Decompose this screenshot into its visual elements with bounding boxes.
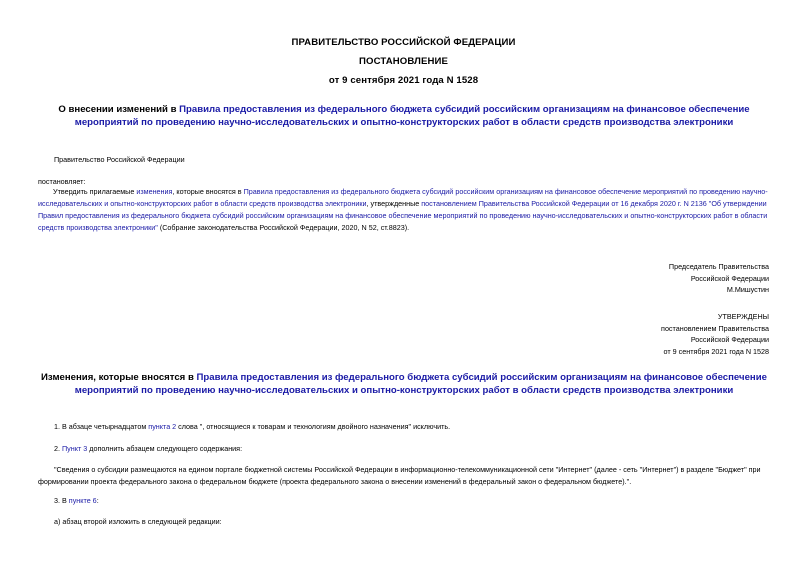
- changes-title: [30, 371, 778, 397]
- document-title: [30, 103, 778, 129]
- item-2-link[interactable]: Пункт 3: [62, 444, 88, 453]
- item-1: [54, 421, 774, 433]
- item-3-link[interactable]: пункте 6: [68, 496, 97, 505]
- item-text: 2.: [54, 444, 62, 453]
- resolution-link[interactable]: постановлением Правительства Российской Федерации от 16 декабря 2020 г. N 2136 "Об утверждении Правил предоставления из федерального бюджета субсидий российским организациям на финансовое обеспечение мероприятий по проведению научно-исследовательских и опытно-конструкторских работ в области средств производства электроники": [38, 199, 768, 232]
- approved-label: УТВЕРЖДЕНЫ: [717, 312, 769, 321]
- preamble-decides: постановляет:: [38, 177, 86, 186]
- signature-country: Российской Федерации: [690, 273, 769, 283]
- signature-name: М.Мишустин: [726, 285, 769, 294]
- approved-by: постановлением Правительства: [661, 323, 769, 333]
- item-2: [54, 443, 774, 455]
- approved-date: от 9 сентября 2021 года N 1528: [663, 346, 769, 356]
- item-3: [54, 495, 774, 507]
- item-text: слова ", относящиеся к товарам и технологиям двойного назначения" исключить.: [176, 422, 451, 431]
- approved-country: Российской Федерации: [690, 335, 769, 344]
- changes-link[interactable]: изменения: [136, 187, 173, 196]
- document-date-number: от 9 сентября 2021 года N 1528: [328, 75, 479, 86]
- paragraph-text: (Собрание законодательства Российской Федерации, 2020, N 52, ст.8823).: [157, 223, 410, 232]
- item-1-link[interactable]: пункта 2: [148, 422, 177, 431]
- changes-title-rules-link[interactable]: Правила предоставления из федерального бюджета субсидий российским организациям на финансовое обеспечение мероприятий по проведению научно-исследовательских и опытно-конструкторских работ в области средств производства электроники: [74, 372, 767, 396]
- item-text: дополнить абзацем следующего содержания:: [87, 444, 243, 453]
- item-text: 1. В абзаце четырнадцатом: [54, 422, 149, 431]
- title-prefix: О внесении изменений в: [58, 104, 180, 115]
- preamble-issuer: Правительство Российской Федерации: [54, 155, 185, 164]
- title-rules-link[interactable]: Правила предоставления из федерального бюджета субсидий российским организациям на финансовое обеспечение мероприятий по проведению научно-исследовательских и опытно-конструкторских работ в области средств производства электроники: [74, 104, 750, 128]
- government-heading: ПРАВИТЕЛЬСТВО РОССИЙСКОЙ ФЕДЕРАЦИИ: [291, 37, 516, 48]
- item-text: :: [96, 496, 99, 505]
- item-2-quote: "Сведения о субсидии размещаются на едином портале бюджетной системы Российской Федерации в информационно-телекоммуникационной сети "Интернет" (далее - сеть "Интернет") в разделе "Бюджет" при формировании проекта федерального закона о федеральном бюджете (проекта федерального закона о внесении изменений в федеральный закон о федеральном бюджете).".: [38, 465, 761, 486]
- paragraph-text: , утвержденные: [366, 199, 422, 208]
- signature-position: Председатель Правительства: [668, 262, 769, 271]
- document-type-heading: ПОСТАНОВЛЕНИЕ: [359, 56, 448, 67]
- item-text: 3. В: [54, 496, 69, 505]
- item-3a: а) абзац второй изложить в следующей редакции:: [54, 517, 222, 526]
- changes-title-prefix: Изменения, которые вносятся в: [41, 372, 197, 383]
- paragraph-text: Утвердить прилагаемые: [53, 187, 137, 196]
- signature-block: [569, 261, 769, 296]
- approval-block: [569, 311, 769, 357]
- rules-link[interactable]: Правила предоставления из федерального бюджета субсидий российским организациям на финансовое обеспечение мероприятий по проведению научно-исследовательских и опытно-конструкторских работ в области средств производства электроники: [38, 187, 768, 208]
- paragraph-approve-changes: [38, 186, 773, 234]
- paragraph-text: , которые вносятся в: [172, 187, 244, 196]
